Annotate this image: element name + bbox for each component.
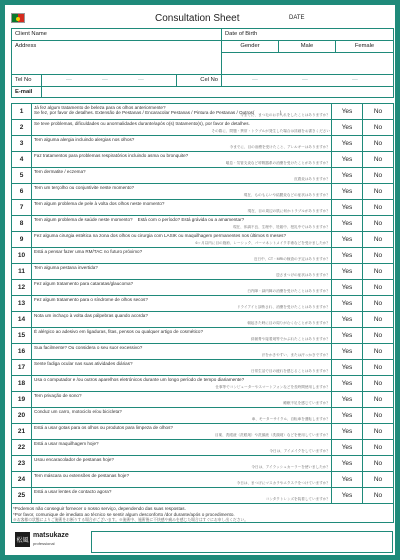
female-option[interactable]: Female xyxy=(336,41,393,53)
answer-no[interactable]: No xyxy=(362,472,393,487)
answer-no[interactable]: No xyxy=(362,168,393,183)
question-row xyxy=(12,200,393,216)
answer-yes[interactable]: Yes xyxy=(331,488,362,503)
question-text-jp: コンタクトレンズを装着していますか？ xyxy=(265,497,330,501)
answer-no[interactable]: No xyxy=(362,344,393,359)
question-text-jp: 朝起きた時に目の周りがむくむことがありますか？ xyxy=(247,321,330,325)
answer-no[interactable]: No xyxy=(362,408,393,423)
answer-no[interactable]: No xyxy=(362,264,393,279)
question-number: 4 xyxy=(12,152,32,167)
answer-yes[interactable]: Yes xyxy=(331,376,362,391)
answer-yes[interactable]: Yes xyxy=(331,424,362,439)
question-number: 18 xyxy=(12,376,32,391)
question-text-jp: 今日は、アイラッシュカーラーを使いましたか？ xyxy=(251,465,330,469)
male-option[interactable]: Male xyxy=(279,41,336,53)
client-name-field[interactable] xyxy=(12,29,222,41)
tel-label: Tel No xyxy=(12,75,42,87)
question-text-jp: 今日は、アイメイクをしていますか？ xyxy=(269,449,330,453)
date-label: DATE xyxy=(289,15,305,21)
answer-no[interactable]: No xyxy=(362,376,393,391)
answer-no[interactable]: No xyxy=(362,312,393,327)
answer-no[interactable]: No xyxy=(362,152,393,167)
question-text-jp: 6ヶ月以内に目の施術、レーシック、パーマネントメイク手術などを受けましたか？ xyxy=(195,241,330,245)
question-row xyxy=(12,168,393,184)
question-number: 9 xyxy=(12,232,32,247)
question-text: Usa o computador e /ou outros aparelhos eletrónicos durante um longo período de tempo diariamente? xyxy=(34,377,245,382)
question-number: 22 xyxy=(12,440,32,455)
answer-no[interactable]: No xyxy=(362,392,393,407)
question-text: Tem dermatite / eczema? xyxy=(34,169,86,174)
question-row xyxy=(12,456,393,472)
question-number: 16 xyxy=(12,344,32,359)
answer-yes[interactable]: Yes xyxy=(331,440,362,455)
footnote-3: ※お客様の状態によりご施術をお断りする場合がございます。※施術中、施術後に不快感や痛みを感じた場合はすぐにお申し出ください。 xyxy=(13,518,249,522)
question-text-jp: その際に、問題・異常・トラブルが発生した場合は詳細をお書きください xyxy=(211,129,330,133)
question-text: Se teve problemas, dificuldades ou anormalidades durante/após o(s) tratamento(s), por favor de detalhes. xyxy=(34,121,250,126)
question-row xyxy=(12,280,393,296)
question-number: 2 xyxy=(12,120,32,135)
question-text: Faz tratamentos para problemas respiratórios incluindo asma ou bronquite? xyxy=(34,153,189,158)
question-text-jp: 白内障・緑内障の治療を受けたことはありますか？ xyxy=(247,289,330,293)
question-row xyxy=(12,440,393,456)
question-text-jp: 今日は、まつげにマスカラやエクステをつけていますか？ xyxy=(236,481,330,485)
question-number: 10 xyxy=(12,248,32,263)
question-row xyxy=(12,472,393,488)
answer-yes[interactable]: Yes xyxy=(331,232,362,247)
answer-yes[interactable]: Yes xyxy=(331,328,362,343)
question-text-jp: 車、モーターサイクル、自転車を運転しますか？ xyxy=(251,417,330,421)
question-text: Fez alguma cirurgia estética na zona dos olhos ou cirurgia com LASIK ou maquilhagem permanentes nos últimos 6 meses? xyxy=(34,233,287,238)
brand-sub: professional xyxy=(33,541,55,546)
answer-no[interactable]: No xyxy=(362,296,393,311)
question-number: 19 xyxy=(12,392,32,407)
question-number: 12 xyxy=(12,280,32,295)
answer-yes[interactable]: Yes xyxy=(331,248,362,263)
tel-dash-3: — xyxy=(138,77,144,83)
question-text: Tem privação de sono? xyxy=(34,393,82,398)
question-text: Conduz um carro, motociclo e/ou bicicleta? xyxy=(34,409,122,414)
answer-yes[interactable]: Yes xyxy=(331,312,362,327)
answer-yes[interactable]: Yes xyxy=(331,344,362,359)
question-number: 25 xyxy=(12,488,32,503)
question-text-jp: 逆さまつげの症状はありますか？ xyxy=(276,273,330,277)
question-row xyxy=(12,424,393,440)
question-row xyxy=(12,408,393,424)
question-text-jp: 今までに、まつ毛のお手入れをしたことはありますか？ xyxy=(240,113,330,117)
answer-yes[interactable]: Yes xyxy=(331,152,362,167)
question-number: 24 xyxy=(12,472,32,487)
question-number: 11 xyxy=(12,264,32,279)
signature-field[interactable] xyxy=(91,531,393,553)
question-text: Tem algum problema de pele à volta dos olhos neste momento? xyxy=(34,201,165,206)
question-text: Fez algum tratamento para cataratas/glaucoma? xyxy=(34,281,134,286)
question-text-jp: 喘息・気管支炎など呼吸器系の治療を受けたことがありますか？ xyxy=(225,161,330,165)
address-field[interactable] xyxy=(12,41,222,75)
cel-dash-3: — xyxy=(352,77,358,83)
answer-yes[interactable]: Yes xyxy=(331,216,362,231)
question-text: Está a pensar fazer uma RM/TAC no futuro próximo? xyxy=(34,249,143,254)
answer-yes[interactable]: Yes xyxy=(331,296,362,311)
question-text: Usou encaracolador de pestanas hoje? xyxy=(34,457,114,462)
question-number: 17 xyxy=(12,360,32,375)
answer-no[interactable]: No xyxy=(362,328,393,343)
answer-yes[interactable]: Yes xyxy=(331,120,362,135)
question-number: 14 xyxy=(12,312,32,327)
question-text-jp: 近日中、CT・MRIの検査の予定はありますか？ xyxy=(253,257,330,261)
dob-label: Date of Birth xyxy=(225,31,258,37)
question-row xyxy=(12,184,393,200)
answer-yes[interactable]: Yes xyxy=(331,472,362,487)
question-number: 20 xyxy=(12,408,32,423)
answer-yes[interactable]: Yes xyxy=(331,168,362,183)
answer-no[interactable]: No xyxy=(362,200,393,215)
question-row xyxy=(12,296,393,312)
answer-no[interactable]: No xyxy=(362,104,393,119)
cel-dash-2: — xyxy=(302,77,308,83)
question-number: 6 xyxy=(12,184,32,199)
question-row xyxy=(12,216,393,232)
question-row xyxy=(12,248,393,264)
answer-yes[interactable]: Yes xyxy=(331,392,362,407)
question-text-jp: 睡眠不足を感じていますか？ xyxy=(283,401,330,405)
questions-table xyxy=(11,103,394,523)
address-extra-field[interactable] xyxy=(222,53,393,75)
question-number: 15 xyxy=(12,328,32,343)
question-text: Sente fadiga ocular nas suas atividades diárias? xyxy=(34,361,133,366)
question-text-jp: 汗をかきやすい、または汗っかきですか？ xyxy=(261,353,330,357)
question-row xyxy=(12,328,393,344)
answer-no[interactable]: No xyxy=(362,184,393,199)
answer-yes[interactable]: Yes xyxy=(331,408,362,423)
question-number: 7 xyxy=(12,200,32,215)
question-row xyxy=(12,104,393,120)
answer-no[interactable]: No xyxy=(362,424,393,439)
brand-name: matsukaze xyxy=(33,532,69,539)
tel-dash-1: — xyxy=(66,77,72,83)
answer-yes[interactable]: Yes xyxy=(331,136,362,151)
question-text-jp: 日常生活で目の疲れを感じることはありますか？ xyxy=(250,369,330,373)
answer-yes[interactable]: Yes xyxy=(331,184,362,199)
address-label: Address xyxy=(15,43,37,49)
footnote-2: *Por favor, comunique de imediato ao técnico se sentir algum desconforto /dor durante/após o procedimento. xyxy=(13,512,235,517)
question-text-jp: 現在、体調不良、生理中、妊娠中、授乳中ではありますか？ xyxy=(232,225,330,229)
question-text: Está a usar gotas para os olhos ou produtos para limpeza de olhos? xyxy=(34,425,173,430)
answer-no[interactable]: No xyxy=(362,216,393,231)
answer-no[interactable]: No xyxy=(362,360,393,375)
question-text-jp: 今までに、目の治療を受けたこと、アレルギーはありますか？ xyxy=(229,145,330,149)
question-row xyxy=(12,312,393,328)
question-row xyxy=(12,264,393,280)
question-row xyxy=(12,392,393,408)
question-text-jp: 皮膚炎はありますか？ xyxy=(294,177,330,181)
question-number: 1 xyxy=(12,104,32,119)
cel-label: Cel No xyxy=(177,75,222,87)
answer-yes[interactable]: Yes xyxy=(331,280,362,295)
portugal-flag-icon xyxy=(11,13,25,23)
question-text-jp: 現在、ものもらいや結膜炎などの症状はありますか？ xyxy=(243,193,330,197)
question-text: Tem alguma alergia incluindo alergias nos olhos? xyxy=(34,137,135,142)
question-number: 23 xyxy=(12,456,32,471)
client-info-table xyxy=(11,28,394,98)
question-text: Já fez algum tratamento de beleza para os olhos anteriormente? Se fez, por favor de detalhes. Extensão de Pestanas / Encaracolar Pestanas / Pintura de Pestanas / Outros( ) xyxy=(34,105,282,116)
email-field[interactable] xyxy=(42,87,393,97)
question-text: Tem algum problema de saúde neste momento? Está com o período? Está grávida ou a amamentar? xyxy=(34,217,245,222)
answer-no[interactable]: No xyxy=(362,488,393,503)
question-row xyxy=(12,152,393,168)
gender-label: Gender xyxy=(222,41,279,53)
footnote-1: *Podemos não conseguir fornecer o nosso serviço, dependendo das suas respostas. xyxy=(13,506,186,511)
question-text: Fez algum tratamento para o síndrome de olhos secos? xyxy=(34,297,148,302)
answer-yes[interactable]: Yes xyxy=(331,200,362,215)
client-name-label: Client Name xyxy=(15,31,47,37)
answer-no[interactable]: No xyxy=(362,232,393,247)
question-text-jp: 現在、目の周辺の肌に何かトラブルがありますか？ xyxy=(247,209,330,213)
question-number: 21 xyxy=(12,424,32,439)
question-text: Tem um terçolho ou conjuntivite neste momento? xyxy=(34,185,135,190)
answer-yes[interactable]: Yes xyxy=(331,104,362,119)
cel-dash-1: — xyxy=(252,77,258,83)
answer-no[interactable]: No xyxy=(362,136,393,151)
question-text: Tem máscara ou extensões de pestanas hoje? xyxy=(34,473,129,478)
question-number: 8 xyxy=(12,216,32,231)
answer-yes[interactable]: Yes xyxy=(331,264,362,279)
dob-field[interactable] xyxy=(222,29,393,41)
question-row xyxy=(12,344,393,360)
question-text: É alérgico ao adesivo em ligaduras, fitas, pensos ou qualquer artigo de cosmético? xyxy=(34,329,204,334)
answer-no[interactable]: No xyxy=(362,456,393,471)
question-number: 3 xyxy=(12,136,32,151)
question-row xyxy=(12,136,393,152)
question-text-jp: ドライアイと診断され、治療を受けたことはありますか？ xyxy=(236,305,330,309)
question-number: 13 xyxy=(12,296,32,311)
answer-no[interactable]: No xyxy=(362,248,393,263)
question-text: Tem alguma pestana invertida? xyxy=(34,265,98,270)
answer-yes[interactable]: Yes xyxy=(331,360,362,375)
question-text: Está a usar maquilhagem hoje? xyxy=(34,441,99,446)
question-text-jp: 絆創膏や接着剤等でかぶれたことはありますか？ xyxy=(250,337,330,341)
answer-yes[interactable]: Yes xyxy=(331,456,362,471)
question-text-jp: 仕事等でコンピューターやスマートフォンなどを長時間使用しますか？ xyxy=(215,385,330,389)
question-row xyxy=(12,376,393,392)
page-title: Consultation Sheet xyxy=(155,13,240,24)
question-text-jp: 目薬、洗眼液（洗眼剤）や洗顔液（洗顔剤）などを使用していますか？ xyxy=(215,433,330,437)
cel-field[interactable] xyxy=(222,75,393,87)
email-label: E-mail xyxy=(12,87,42,97)
question-row xyxy=(12,120,393,136)
question-text: Sua facilmente? Ou considera o seu suor excessivo? xyxy=(34,345,143,350)
question-row xyxy=(12,360,393,376)
question-row xyxy=(12,232,393,248)
question-number: 5 xyxy=(12,168,32,183)
question-row xyxy=(12,488,393,504)
answer-no[interactable]: No xyxy=(362,120,393,135)
answer-no[interactable]: No xyxy=(362,280,393,295)
question-text: Está a usar lentes de contacto agora? xyxy=(34,489,112,494)
question-text: Nota um inchaço à volta das pálpebras quando acorda? xyxy=(34,313,148,318)
brand-logo: 松風 xyxy=(15,532,30,547)
answer-no[interactable]: No xyxy=(362,440,393,455)
tel-field[interactable] xyxy=(42,75,177,87)
tel-dash-2: — xyxy=(102,77,108,83)
